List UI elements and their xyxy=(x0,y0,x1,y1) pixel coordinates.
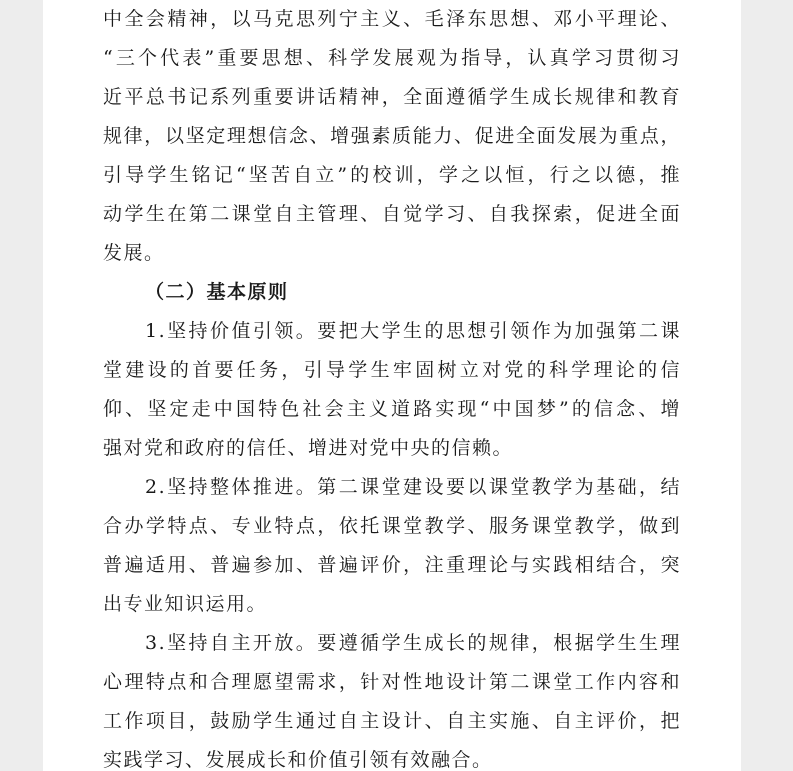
text-line: 1.坚持价值引领。要把大学生的思想引领作为加强第二课 xyxy=(145,320,681,342)
paragraph-principle-3 xyxy=(103,624,681,771)
paragraph-intro xyxy=(103,0,681,273)
document-page xyxy=(43,0,741,771)
text-line: 动学生在第二课堂自主管理、自觉学习、自我探索，促进全面 xyxy=(103,203,681,225)
text-line: 出专业知识运用。 xyxy=(103,593,268,615)
document-body xyxy=(103,0,681,771)
text-line: 引导学生铭记“坚苦自立”的校训，学之以恒，行之以德，推 xyxy=(103,164,681,186)
paragraph-principle-1 xyxy=(103,312,681,468)
text-line: 实践学习、发展成长和价值引领有效融合。 xyxy=(103,749,493,771)
text-line: 工作项目，鼓励学生通过自主设计、自主实施、自主评价，把 xyxy=(103,710,681,732)
section-heading: （二）基本原则 xyxy=(145,281,289,303)
text-line: 中全会精神，以马克思列宁主义、毛泽东思想、邓小平理论、 xyxy=(103,8,681,30)
text-line: 堂建设的首要任务，引导学生牢固树立对党的科学理论的信 xyxy=(103,359,681,381)
paragraph-principle-2 xyxy=(103,468,681,624)
text-line: 2.坚持整体推进。第二课堂建设要以课堂教学为基础，结 xyxy=(145,476,681,498)
text-line: 心理特点和合理愿望需求，针对性地设计第二课堂工作内容和 xyxy=(103,671,681,693)
text-line: “三个代表”重要思想、科学发展观为指导，认真学习贯彻习 xyxy=(103,47,681,69)
text-line: 近平总书记系列重要讲话精神，全面遵循学生成长规律和教育 xyxy=(103,86,681,108)
text-line: 合办学特点、专业特点，依托课堂教学、服务课堂教学，做到 xyxy=(103,515,681,537)
text-line: 普遍适用、普遍参加、普遍评价，注重理论与实践相结合，突 xyxy=(103,554,681,576)
text-line: 仰、坚定走中国特色社会主义道路实现“中国梦”的信念、增 xyxy=(103,398,681,420)
text-line: 规律，以坚定理想信念、增强素质能力、促进全面发展为重点， xyxy=(103,125,681,147)
text-line: 3.坚持自主开放。要遵循学生成长的规律，根据学生生理 xyxy=(145,632,681,654)
text-line: 发展。 xyxy=(103,242,165,264)
text-line: 强对党和政府的信任、增进对党中央的信赖。 xyxy=(103,437,514,459)
